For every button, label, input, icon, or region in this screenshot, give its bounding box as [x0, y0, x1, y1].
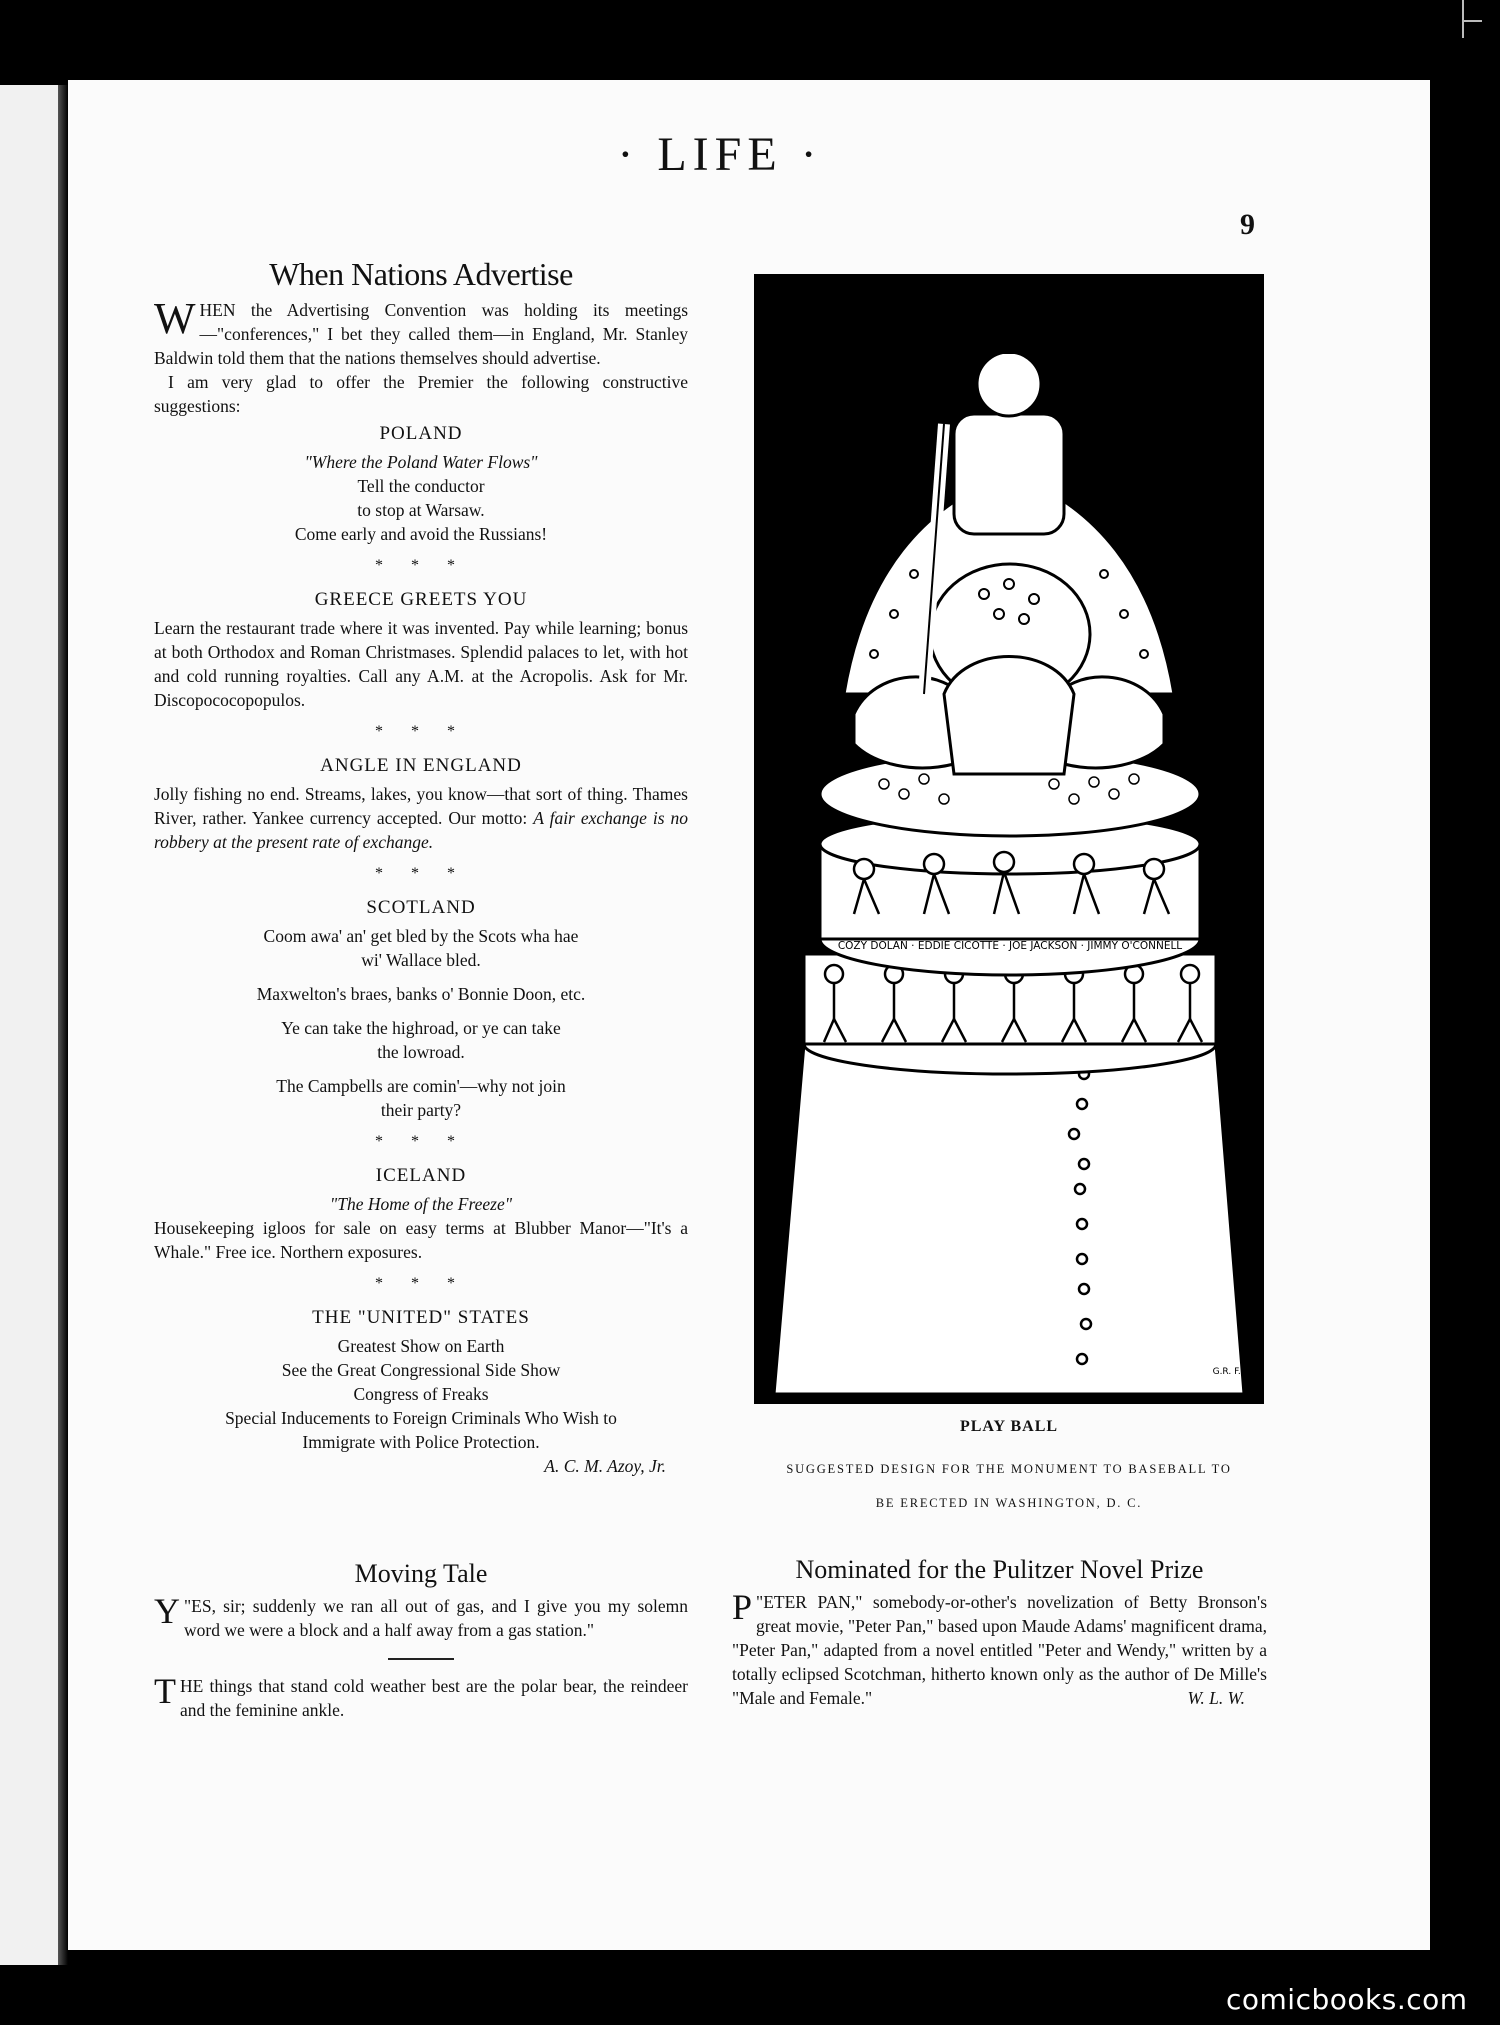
cartoon-caption: [740, 1452, 1278, 1520]
section-heading-scotland: SCOTLAND: [366, 897, 476, 918]
greece-body: Learn the restaurant trade where it was invented. Pay while learning; bonus at both Orthodox and Roman Christmases. Splendid palaces to let, with hot and cold running royalties. Call any A.M. at the Acropolis. Ask for Mr. Discopococopopulos.: [154, 618, 688, 710]
scotland-line: Ye can take the highroad, or ye can take: [281, 1018, 561, 1038]
article-title: Nominated for the Pulitzer Novel Prize: [795, 1555, 1204, 1584]
cartoon-drawing: [754, 274, 1264, 1404]
section-divider: * * *: [375, 557, 467, 574]
caption-line: SUGGESTED DESIGN FOR THE MONUMENT TO BASEBALL TO: [786, 1462, 1232, 1476]
intro-paragraph: [154, 294, 688, 370]
us-line: See the Great Congressional Side Show: [281, 1360, 561, 1380]
article-title: When Nations Advertise: [269, 256, 573, 292]
us-line: Greatest Show on Earth: [337, 1336, 505, 1356]
poland-line: Tell the conductor: [357, 476, 485, 496]
monument-band-text: COZY DOLAN · EDDIE CICOTTE · JOE JACKSON · JIMMY O'CONNELL: [837, 940, 1183, 952]
crop-mark: [1462, 20, 1482, 22]
facing-page-edge: [0, 85, 58, 1965]
cold-weather-joke: [154, 1671, 688, 1722]
scotland-line: the lowroad.: [377, 1042, 465, 1062]
article-when-nations-advertise: [154, 256, 689, 1478]
scotland-line: Maxwelton's braes, banks o' Bonnie Doon, etc.: [256, 984, 586, 1004]
england-text: Jolly fishing no end. Streams, lakes, you know—that sort of thing. Thames River, rather. Yankee currency accepted. Our motto:: [154, 784, 688, 828]
separator-rule: [388, 1658, 454, 1660]
intro-paragraph-2: I am very glad to offer the Premier the following constructive suggestions:: [154, 372, 688, 416]
article-signature: W. L. W.: [1187, 1688, 1245, 1708]
article-title: Moving Tale: [354, 1559, 488, 1588]
us-line: Immigrate with Police Protection.: [302, 1432, 540, 1452]
pulitzer-text: ETER PAN," somebody-or-other's novelization of Betty Bronson's great movie, "Peter Pan," based upon Maude Adams' magnificent drama, "Peter Pan," adapted from a novel entitled "Peter and Wendy," written by a totally eclipsed Scotchman, hitherto known only as the author of De Mille's "Male and Female.": [732, 1592, 1267, 1708]
drop-cap: T: [154, 1671, 176, 1711]
section-heading-iceland: ICELAND: [375, 1165, 467, 1186]
iceland-tagline: "The Home of the Freeze": [329, 1194, 513, 1214]
section-divider: * * *: [375, 865, 467, 882]
open-quote: ": [184, 1596, 192, 1616]
cartoon-caption-title: PLAY BALL: [959, 1418, 1059, 1435]
section-divider: * * *: [375, 723, 467, 740]
drop-cap: Y: [154, 1591, 180, 1631]
england-motto: A fair exchange is no robbery at the present rate of exchange.: [154, 808, 689, 852]
crop-mark: [1462, 0, 1464, 38]
pulitzer-body: [732, 1587, 1267, 1710]
section-divider: * * *: [375, 1133, 467, 1150]
cartoon-illustration: [754, 274, 1264, 1404]
masthead-title: · LIFE ·: [617, 128, 823, 181]
scotland-line: their party?: [380, 1100, 462, 1120]
england-body: [154, 782, 688, 854]
cold-weather-text: HE things that stand cold weather best are the polar bear, the reindeer and the feminine ankle.: [180, 1676, 688, 1720]
intro-text: HEN the Advertising Convention was holding its meetings—"conferences," I bet they called them—in England, Mr. Stanley Baldwin told them that the nations themselves should advertise.: [154, 300, 688, 368]
open-quote: ": [756, 1592, 764, 1612]
scotland-line: Coom awa' an' get bled by the Scots wha hae: [263, 926, 579, 946]
artist-initials: G.R. F.W.: [1212, 1367, 1252, 1377]
section-heading-united-states: THE "UNITED" STATES: [312, 1307, 530, 1328]
us-line: Congress of Freaks: [353, 1384, 489, 1404]
gutter-shadow: [58, 85, 68, 1965]
scotland-line: The Campbells are comin'—why not join: [276, 1076, 566, 1096]
iceland-body: Housekeeping igloos for sale on easy terms at Blubber Manor—"It's a Whale." Free ice. Northern exposures.: [154, 1218, 688, 1262]
moving-tale-text: ES, sir; suddenly we ran all out of gas, and I give you my solemn word we were a block and a half away from a gas station.": [184, 1596, 688, 1640]
drop-cap: P: [732, 1587, 753, 1627]
moving-tale-body: [154, 1591, 688, 1642]
article-signature: A. C. M. Azoy, Jr.: [544, 1456, 666, 1476]
scotland-line: wi' Wallace bled.: [361, 950, 481, 970]
poland-line: Come early and avoid the Russians!: [294, 524, 548, 544]
article-moving-tale: [154, 1559, 688, 1722]
section-heading-greece: GREECE GREETS YOU: [314, 589, 528, 610]
page-number: 9: [1240, 208, 1255, 241]
us-line: Special Inducements to Foreign Criminals Who Wish to: [225, 1408, 617, 1428]
caption-line: BE ERECTED IN WASHINGTON, D. C.: [875, 1496, 1143, 1510]
poland-tagline: "Where the Poland Water Flows": [304, 452, 538, 472]
article-pulitzer: [732, 1555, 1267, 1710]
poland-line: to stop at Warsaw.: [357, 500, 485, 520]
section-heading-england: ANGLE IN ENGLAND: [320, 755, 522, 776]
drop-cap: W: [154, 294, 196, 343]
section-divider: * * *: [375, 1275, 467, 1292]
section-heading-poland: POLAND: [379, 423, 463, 444]
site-watermark: comicbooks.com: [1226, 1983, 1468, 2016]
